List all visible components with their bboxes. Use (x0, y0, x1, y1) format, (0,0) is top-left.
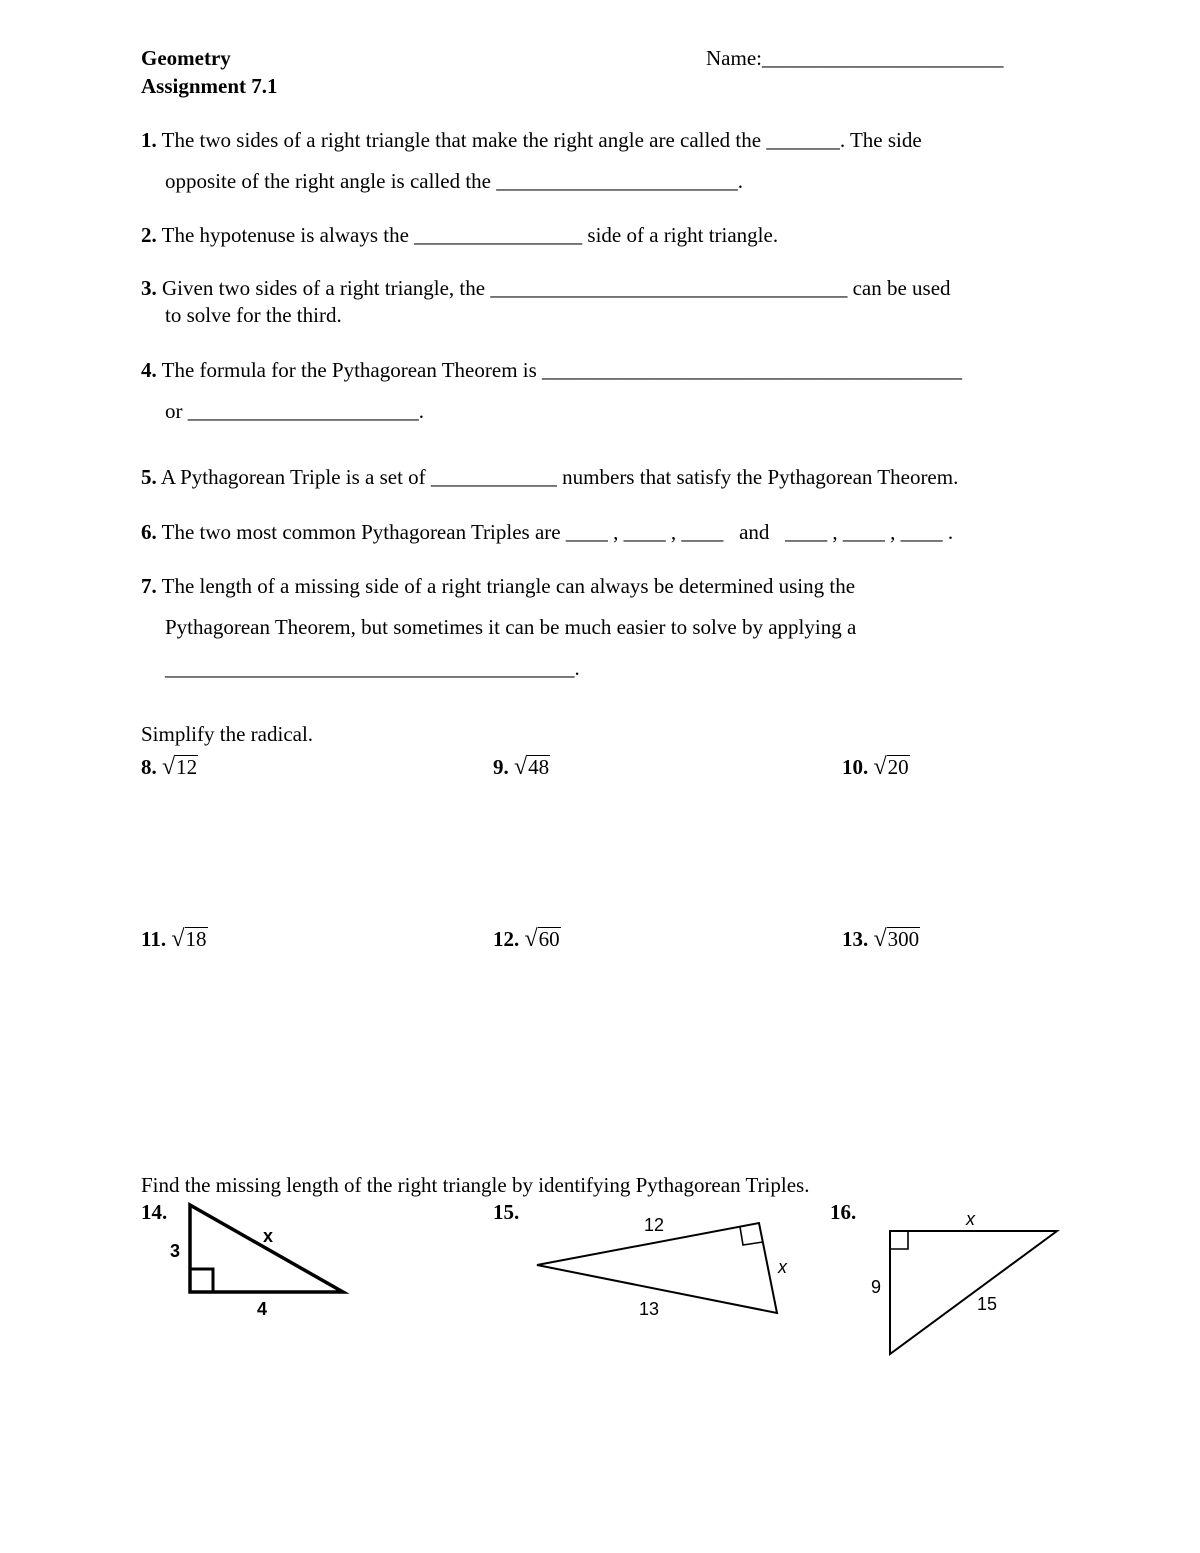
triangle-shape (890, 1231, 1057, 1354)
question-3 (141, 276, 951, 301)
question-text: Given two sides of a right triangle, the __________________________________ can be used (162, 276, 951, 300)
radicand: 48 (528, 755, 550, 779)
radical-item (842, 926, 920, 953)
item-number: 10. (842, 755, 869, 779)
label-hypotenuse-13: 13 (639, 1299, 660, 1319)
radical-item (842, 754, 910, 781)
question-text: The hypotenuse is always the ________________ side of a right triangle. (161, 223, 779, 247)
radicand: 300 (887, 927, 920, 951)
question-text: The length of a missing side of a right triangle can always be determined using the (161, 574, 856, 598)
question-5 (141, 465, 958, 490)
item-number: 13. (842, 927, 869, 951)
question-text: The two sides of a right triangle that make the right angle are called the _______. The side (161, 128, 922, 152)
triangle-16-figure (860, 1205, 1070, 1365)
label-base-4: 4 (257, 1299, 268, 1319)
label-leg-3: 3 (170, 1241, 181, 1261)
right-angle-marker (190, 1269, 213, 1292)
question-6 (141, 520, 953, 545)
question-number: 2. (141, 223, 157, 247)
question-number: 4. (141, 358, 157, 382)
question-1-line-2: opposite of the right angle is called the _______________________. (165, 169, 743, 193)
radical-item (141, 926, 208, 953)
question-7-line-3: _______________________________________. (165, 656, 580, 680)
triangle-15-figure (525, 1205, 815, 1325)
item-number: 11. (141, 927, 167, 951)
label-hypotenuse-15: 15 (977, 1294, 998, 1314)
sqrt-symbol: √ (162, 754, 176, 780)
radical-item (493, 926, 561, 953)
sqrt-symbol: √ (873, 754, 887, 780)
radicand: 18 (185, 927, 207, 951)
triangle-14-number: 14. (141, 1200, 168, 1224)
radicals-instruction: Simplify the radical. (141, 722, 314, 746)
question-2 (141, 223, 778, 248)
radicand: 12 (176, 755, 198, 779)
question-4-line-2: or ______________________. (165, 399, 424, 423)
question-4 (141, 358, 962, 383)
assignment-title: Assignment 7.1 (141, 74, 278, 98)
label-side-x: x (778, 1257, 787, 1277)
question-number: 3. (141, 276, 157, 300)
item-number: 8. (141, 755, 157, 779)
subject-title: Geometry (141, 46, 231, 70)
question-number: 6. (141, 520, 157, 544)
sqrt-symbol: √ (514, 754, 528, 780)
sqrt-symbol: √ (524, 926, 538, 952)
question-7-line-2: Pythagorean Theorem, but sometimes it can be much easier to solve by applying a (165, 615, 857, 639)
radical-item (141, 754, 198, 781)
triangle-15-number: 15. (493, 1200, 520, 1224)
label-hypotenuse-x: x (263, 1226, 274, 1246)
question-number: 5. (141, 465, 157, 489)
question-1 (141, 128, 922, 153)
question-3-line-2: to solve for the third. (165, 303, 342, 327)
question-text: The formula for the Pythagorean Theorem is ________________________________________ (161, 358, 963, 382)
label-side-12: 12 (644, 1215, 665, 1235)
triangles-instruction: Find the missing length of the right triangle by identifying Pythagorean Triples. (141, 1173, 810, 1197)
item-number: 12. (493, 927, 520, 951)
item-number: 9. (493, 755, 509, 779)
triangle-16-number: 16. (830, 1200, 857, 1224)
sqrt-symbol: √ (171, 926, 185, 952)
question-text: The two most common Pythagorean Triples are ____ , ____ , ____ and ____ , ____ , ____ . (161, 520, 954, 544)
label-top-x: x (966, 1209, 975, 1229)
radicand: 20 (887, 755, 909, 779)
question-number: 1. (141, 128, 157, 152)
name-field[interactable]: Name:_______________________ (706, 46, 1004, 70)
right-angle-marker (890, 1231, 908, 1249)
question-number: 7. (141, 574, 157, 598)
sqrt-symbol: √ (873, 926, 887, 952)
question-7 (141, 574, 855, 599)
triangle-14-figure (160, 1195, 360, 1325)
radicand: 60 (538, 927, 560, 951)
label-leg-9: 9 (871, 1277, 882, 1297)
radical-item (493, 754, 550, 781)
question-text: A Pythagorean Triple is a set of ____________ numbers that satisfy the Pythagorean Theorem. (160, 465, 959, 489)
